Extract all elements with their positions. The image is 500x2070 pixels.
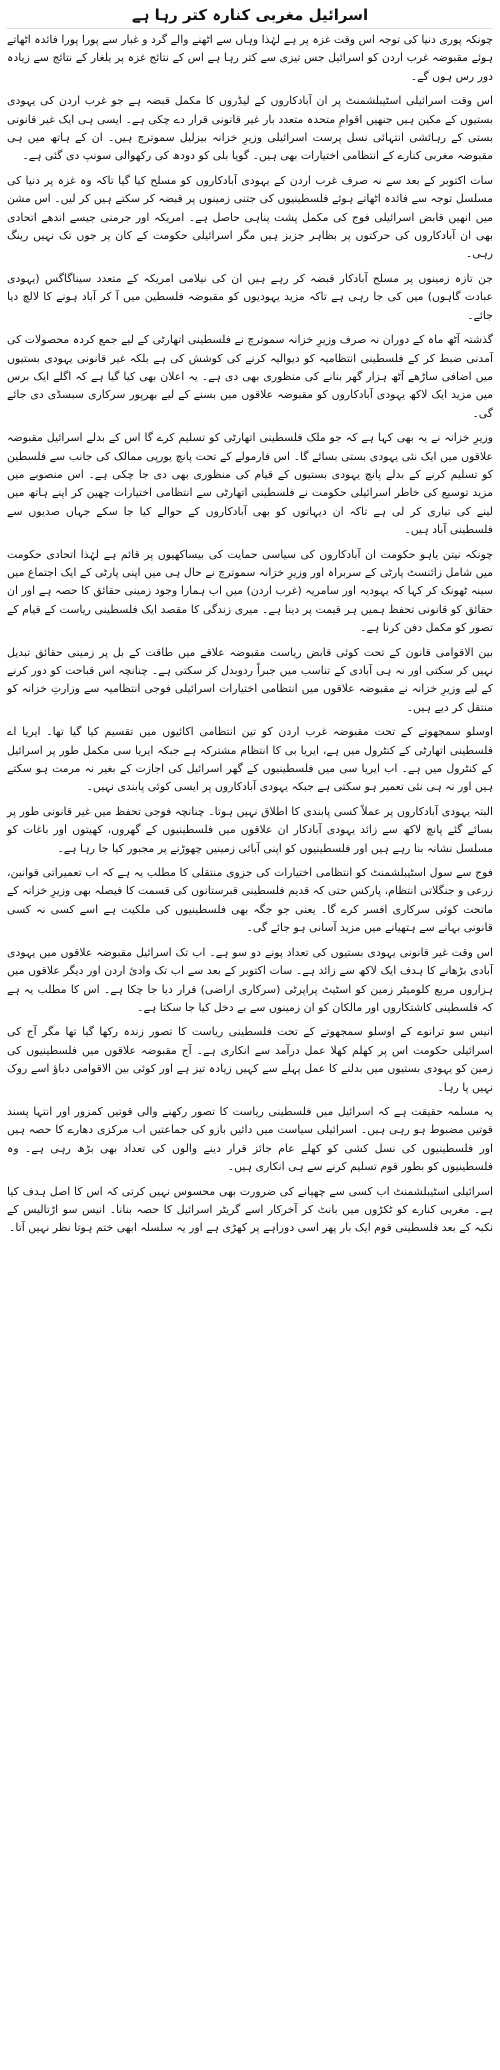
article-paragraph: گذشتہ آٹھ ماہ کے دوران نہ صرف وزیرِ خزانہ سموترچ نے فلسطینی اتھارٹی کے لیے جمع کردہ محصولات کی آمدنی ضبط کر کے فلسطینی انتظامیہ کو دیوالیہ کرنے کی کوشش کی ہے بلکہ غیر قانونی یہودی بستیوں میں اضافی ساڑھے آٹھ ہزار گھر بنانے کی منظوری بھی دی ہے۔ یہ اعلان بھی کیا گیا ہے کہ اگلے ایک برس میں مزید ایک لاکھ یہودی آبادکاروں کو مقبوضہ علاقوں میں بسنے کے لیے بھرپور سرکاری سبسڈی دی جائے گی۔ <box>7 333 493 420</box>
article-paragraph: انیس سو ترانوے کے اوسلو سمجھوتے کے تحت فلسطینی ریاست کا تصور زندہ رکھا گیا تھا مگر آج کی اسرائیلی حکومت اس پر کھلم کھلا عمل درآمد سے انکاری ہے۔ آج مقبوضہ علاقوں میں فلسطینیوں کی زمین کو یہودی بستیوں میں بدلنے کا عمل پہلے سے کہیں زیادہ تیز ہے اور کوئی بین الاقوامی دباؤ اسے روک نہیں پا رہا۔ <box>7 1025 493 1094</box>
article-paragraph: چونکہ پوری دنیا کی توجہ اس وقت غزہ پر ہے لہٰذا وہاں سے اٹھنے والے گرد و غبار سے پورا پورا فائدہ اٹھاتے ہوئے مقبوضہ غرب اردن کو اسرائیل جس تیزی سے کتر رہا ہے اس کے نتائج غزہ پر یلغار کے نتائج سے زیادہ دور رس ہوں گے۔ <box>7 33 493 83</box>
article-paragraph: اس وقت اسرائیلی اسٹیبلشمنٹ پر ان آبادکاروں کے لیڈروں کا مکمل قبضہ ہے جو غرب اردن کی یہودی بستیوں کے مکین ہیں جنھیں اقوامِ متحدہ متعدد بار غیر قانونی قرار دے چکی ہے۔ ایسی ہی ایک غیر قانونی بستی کے رہائشی انتہائی نسل پرست اسرائیلی وزیرِ خزانہ بیزلیل سموترچ ہیں۔ ان کے ہاتھ میں ہی مقبوضہ مغربی کنارے کے انتظامی اختیارات بھی ہیں۔ گویا بلی کو دودھ کی رکھوالی سونپ دی گئی ہے۔ <box>7 94 493 163</box>
article-paragraph: وزیرِ خزانہ نے یہ بھی کہا ہے کہ جو ملک فلسطینی اتھارٹی کو تسلیم کرے گا اس کے بدلے اسرائیل مقبوضہ علاقوں میں ایک نئی یہودی بستی بسائے گا۔ اس فارمولے کے تحت پانچ یورپی ممالک کی جانب سے فلسطین کو تسلیم کرنے کے بدلے پانچ یہودی بستیوں کے قیام کی منظوری بھی دی جا چکی ہے۔ اس منصوبے میں مزید توسیع کی خاطر اسرائیلی حکومت نے فلسطینی اتھارٹی سے انتظامی اختیارات چھین کر اپنے ہاتھ میں لینے کی تیاری کر لی ہے تاکہ ان دیہاتوں کو بھی آبادکاروں کے حوالے کیا جا سکے جہاں صدیوں سے فلسطینی آباد ہیں۔ <box>7 431 493 537</box>
article-paragraph: سات اکتوبر کے بعد سے نہ صرف غرب اردن کے یہودی آبادکاروں کو مسلح کیا گیا تاکہ وہ غزہ پر دنیا کی مسلسل توجہ سے فائدہ اٹھاتے ہوئے فلسطینیوں کی جتنی زمینوں پر قبضہ کر سکتے ہیں کر لیں۔ اس مشن میں انھیں قابض اسرائیلی فوج کی مکمل پشت پناہی حاصل ہے۔ امریکہ اور جرمنی جیسے اندھے اتحادی بھی ان آبادکاروں کی حرکتوں پر بظاہر جزبز ہیں مگر اسرائیلی حکومت کے کان پر جوں تک نہیں رینگ رہی۔ <box>7 173 493 261</box>
article-headline: اسرائیل مغربی کنارہ کتر رہا ہے <box>7 4 493 29</box>
article-paragraph: چونکہ نیتن یاہو حکومت ان آبادکاروں کی سیاسی حمایت کی بیساکھیوں پر قائم ہے لہٰذا اتحادی حکومت میں شامل زائنسٹ پارٹی کے سربراہ اور وزیرِ خزانہ سموترچ نے حال ہی میں اپنی پارٹی کے ایک اجتماع میں سینہ ٹھونک کر کہا کہ یہودیہ اور سامریہ (غرب اردن) میں اب ہمارا وجود زمینی حقائق کا حصہ ہے اور ان حقائق کو قانونی تحفظ ہمیں ہر قیمت پر دینا ہے۔ میری زندگی کا مقصد ایک فلسطینی ریاست کے قیام کے تصور کو مکمل دفن کرنا ہے۔ <box>7 547 493 635</box>
article-paragraph: فوج سے سول اسٹیبلشمنٹ کو انتظامی اختیارات کی جزوی منتقلی کا مطلب یہ ہے کہ اب تعمیراتی قوانین، زرعی و جنگلاتی انتظام، پارکس حتی کہ قدیم فلسطینی قبرستانوں کی قسمت کا فیصلہ بھی وزیرِ خزانہ کے ماتحت کوئی سرکاری افسر کرے گا۔ یعنی جو جگہ بھی فلسطینیوں کی ملکیت ہے اسے کسی نہ کسی قانونی بہانے سے ہتھیانے میں مزید آسانی ہو جائے گی۔ <box>7 866 493 935</box>
article-body <box>7 31 493 1238</box>
article-paragraph: یہ مسلمہ حقیقت ہے کہ اسرائیل میں فلسطینی ریاست کا تصور رکھنے والی قوتیں کمزور اور انتہا پسند قوتیں مضبوط ہو رہی ہیں۔ اسرائیلی سیاست میں دائیں بازو کی جماعتیں اب مرکزی دھارے کا حصہ ہیں اور فلسطینیوں کی نسل کشی کو کھلے عام جائز قرار دینے والوں کی تعداد بھی بڑھ رہی ہے۔ وہ فلسطینیوں کو بطور قوم تسلیم کرنے سے ہی انکاری ہیں۔ <box>7 1104 493 1174</box>
article-paragraph: اسرائیلی اسٹیبلشمنٹ اب کسی سے چھپانے کی ضرورت بھی محسوس نہیں کرتی کہ اس کا اصل ہدف کیا ہے۔ مغربی کنارے کو ٹکڑوں میں بانٹ کر آخرکار اسے گریٹر اسرائیل کا حصہ بنانا۔ انیس سو اڑتالیس کے نکبہ کے بعد فلسطینی قوم ایک بار پھر اسی دوراہے پر کھڑی ہے اور یہ سلسلہ ابھی ختم ہوتا نظر نہیں آتا۔ <box>7 1184 493 1235</box>
article-paragraph: جن تازہ زمینوں پر مسلح آبادکار قبضہ کر رہے ہیں ان کی نیلامی امریکہ کے متعدد سیناگاگس (یہودی عبادت گاہوں) میں کی جا رہی ہے تاکہ مزید یہودیوں کو مقبوضہ فلسطین میں آ کر آباد ہونے کا لالچ دیا جائے۔ <box>7 271 493 322</box>
article-paragraph: بین الاقوامی قانون کے تحت کوئی قابض ریاست مقبوضہ علاقے میں طاقت کے بل پر زمینی حقائق تبدیل نہیں کر سکتی اور نہ ہی آبادی کے تناسب میں جبراً ردوبدل کر سکتی ہے۔ چنانچہ اس قباحت کو دور کرنے کے لیے وزیرِ خزانہ نے مقبوضہ علاقوں میں انتظامی اختیارات اسرائیلی فوجی انتظامیہ سے وزارتِ خزانہ کو منتقل کر دیے ہیں۔ <box>7 645 493 714</box>
article-paragraph: البتہ یہودی آبادکاروں پر عملاً کسی پابندی کا اطلاق نہیں ہوتا۔ چنانچہ فوجی تحفظ میں غیر قانونی طور پر بسائے گئے پانچ لاکھ سے زائد یہودی آبادکار ان علاقوں میں فلسطینیوں کے گھروں، کھیتوں اور باغات کو مسلسل نشانہ بنا رہے ہیں اور فلسطینیوں کو اپنی آبائی زمینیں چھوڑنے پر مجبور کیا جا رہا ہے۔ <box>7 804 493 855</box>
article-paragraph: اس وقت غیر قانونی یہودی بستیوں کی تعداد پونے دو سو ہے۔ اب تک اسرائیل مقبوضہ علاقوں میں یہودی آبادی بڑھانے کا ہدف ایک لاکھ سے زائد ہے۔ سات اکتوبر کے بعد سے اب تک وادیٔ اردن اور دیگر علاقوں میں ہزاروں مربع کلومیٹر زمین کو اسٹیٹ پراپرٹی (سرکاری اراضی) قرار دیا جا چکا ہے۔ اس کا مطلب یہ ہے کہ فلسطینی کاشتکاروں اور مالکان کو ان زمینوں سے بے دخل کیا جا سکتا ہے۔ <box>7 945 493 1014</box>
article-paragraph: اوسلو سمجھوتے کے تحت مقبوضہ غرب اردن کو تین انتظامی اکائیوں میں تقسیم کیا گیا تھا۔ ایریا اے فلسطینی اتھارٹی کے کنٹرول میں ہے، ایریا بی کا انتظام مشترکہ ہے جبکہ ایریا سی مکمل طور پر اسرائیل کے کنٹرول میں ہے۔ اب ایریا سی میں فلسطینیوں کے گھر اسرائیل کی اجازت کے بغیر نہ مرمت ہو سکتے ہیں اور نہ ہی نئی تعمیر ہو سکتی ہے جبکہ یہودی آبادکاروں پر ایسی کوئی پابندی نہیں۔ <box>7 725 493 794</box>
